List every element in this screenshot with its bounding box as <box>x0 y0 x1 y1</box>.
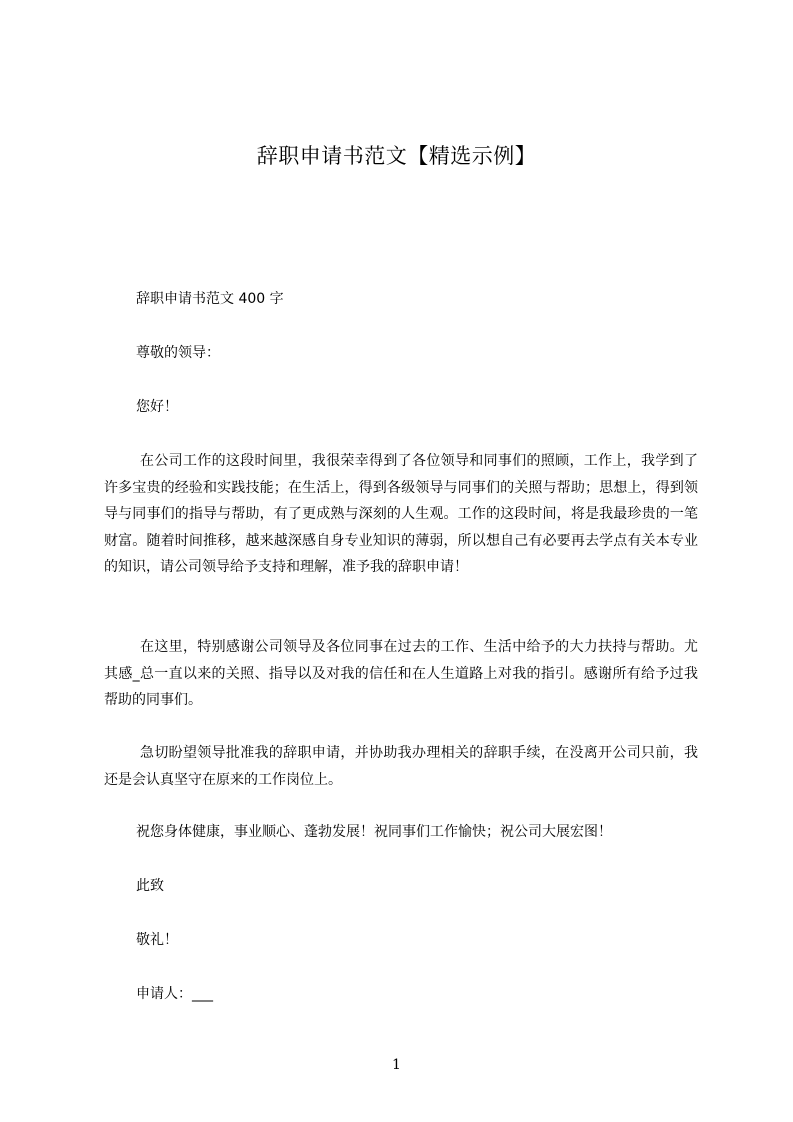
page-number: 1 <box>392 1057 401 1073</box>
document-subtitle: 辞职申请书范文 400 字 <box>136 291 284 307</box>
closing-line-1: 此致 <box>136 878 164 894</box>
applicant-line: 申请人：___ <box>136 986 213 1002</box>
document-title: 辞职申请书范文【精选示例】 <box>256 144 537 168</box>
body-paragraph-3: 急切盼望领导批准我的辞职申请，并协助我办理相关的辞职手续，在没离开公司只前，我还是会认真坚守在原来的工作岗位上。 <box>104 745 698 788</box>
greeting: 您好！ <box>136 399 178 415</box>
closing-line-2: 敬礼！ <box>136 932 178 948</box>
wishes-line: 祝您身体健康，事业顺心、蓬勃发展！祝同事们工作愉快；祝公司大展宏图！ <box>136 824 612 840</box>
salutation: 尊敬的领导： <box>136 345 220 361</box>
body-paragraph-1: 在公司工作的这段时间里，我很荣幸得到了各位领导和同事们的照顾，工作上，我学到了许多宝贵的经验和实践技能；在生活上，得到各级领导与同事们的关照与帮助；思想上，得到领导与同事们的指导与帮助，有了更成熟与深刻的人生观。工作的这段时间，将是我最珍贵的一笔财富。随着时间推移，越来越深感自身专业知识的薄弱，所以想自己有必要再去学点有关本专业的知识，请公司领导给予支持和理解，准予我的辞职申请！ <box>104 453 698 575</box>
body-paragraph-2: 在这里，特别感谢公司领导及各位同事在过去的工作、生活中给予的大力扶持与帮助。尤其感_总一直以来的关照、指导以及对我的信任和在人生道路上对我的指引。感谢所有给予过我帮助的同事们。 <box>104 639 698 708</box>
